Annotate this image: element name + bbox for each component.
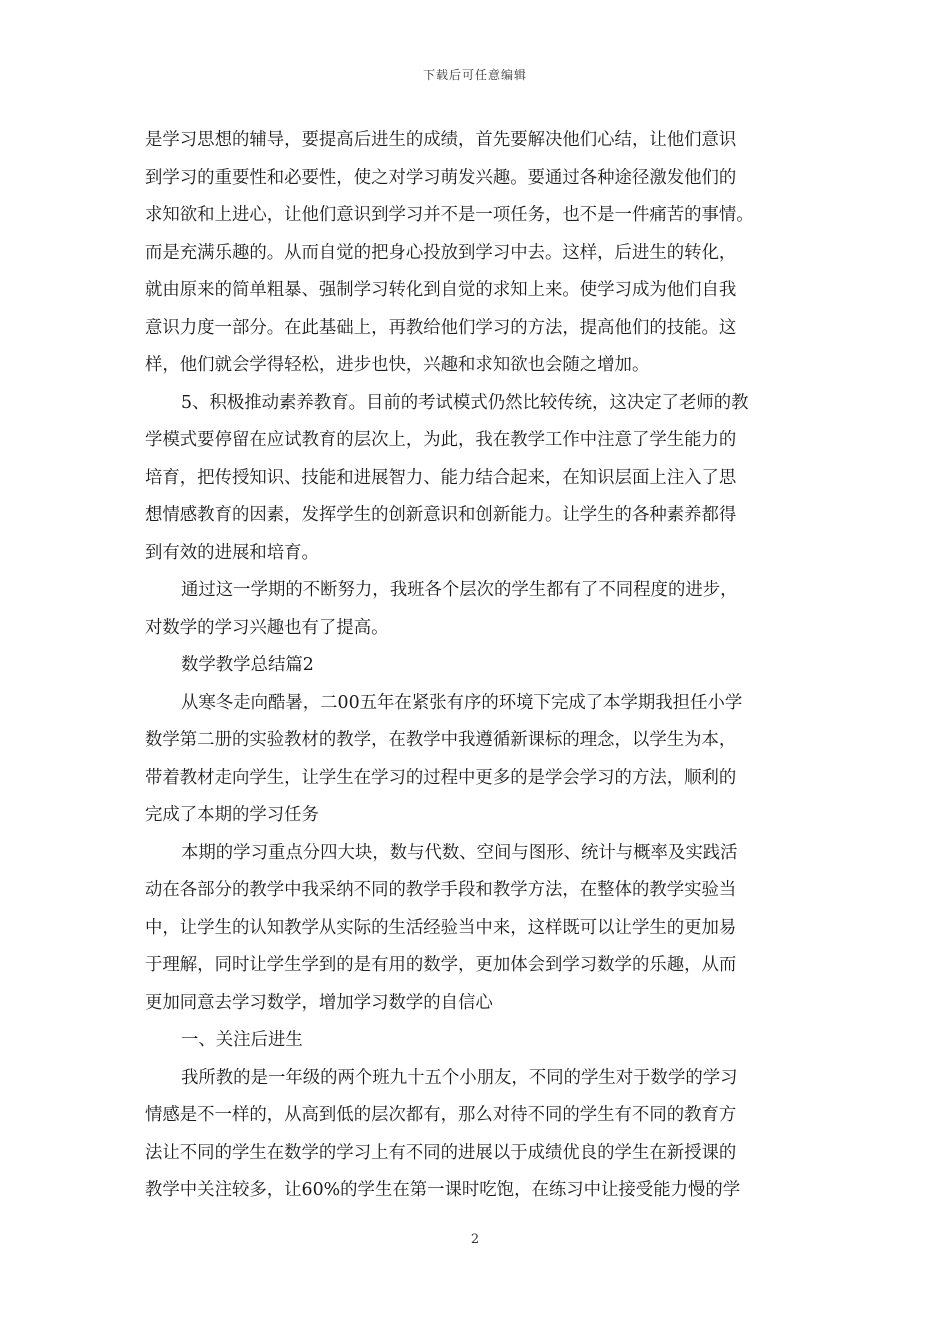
- text-line: 就由原来的简单粗暴、强制学习转化到自觉的求知上来。使学习成为他们自我: [145, 280, 737, 300]
- text-line: 带着教材走向学生，让学生在学习的过程中更多的是学会学习的方法，顺利的: [145, 767, 737, 788]
- text-line: 更加同意去学习数学，增加学习数学的自信心: [145, 992, 493, 1013]
- text-line: 教学中关注较多，让60%的学生在第一课时吃饱，在练习中让接受能力慢的学: [145, 1180, 741, 1200]
- page-number: 2: [470, 1232, 480, 1247]
- text-line: 于理解，同时让学生学到的是有用的数学，更加体会到学习数学的乐趣，从而: [145, 955, 737, 975]
- text-line: 从寒冬走向酷暑，二00五年在紧张有序的环境下完成了本学期我担任小学: [181, 692, 743, 713]
- document-body: [145, 122, 813, 1210]
- text-line: 我所教的是一年级的两个班九十五个小朋友，不同的学生对于数学的学习: [181, 1067, 738, 1088]
- text-line: 5、积极推动素养教育。目前的考试模式仍然比较传统，这决定了老师的教: [181, 392, 749, 413]
- text-line: 意识力度一部分。在此基础上，再教给他们学习的方法，提高他们的技能。这: [145, 317, 737, 338]
- text-line: 对数学的学习兴趣也有了提高。: [145, 617, 389, 638]
- text-line: 中，让学生的认知教学从实际的生活经验当中来，这样既可以让学生的更加易: [145, 917, 737, 938]
- text-line: 动在各部分的教学中我采纳不同的教学手段和教学方法，在整体的教学实验当: [145, 880, 737, 900]
- text-line: 情感是不一样的，从高到低的层次都有，那么对待不同的学生有不同的教育方: [145, 1105, 737, 1125]
- text-line: 是学习思想的辅导，要提高后进生的成绩，首先要解决他们心结，让他们意识: [145, 130, 737, 150]
- text-line: 到学习的重要性和必要性，使之对学习萌发兴趣。要通过各种途径激发他们的: [145, 167, 737, 188]
- text-line: 法让不同的学生在数学的学习上有不同的进展以于成绩优良的学生在新授课的: [145, 1142, 737, 1163]
- text-line: 到有效的进展和培育。: [145, 542, 319, 563]
- section-title: 数学教学总结篇2: [181, 655, 314, 675]
- text-line: 学模式要停留在应试教育的层次上，为此，我在教学工作中注意了学生能力的: [145, 430, 737, 450]
- text-line: 而是充满乐趣的。从而自觉的把身心投放到学习中去。这样，后进生的转化，: [145, 242, 737, 263]
- text-line: 想情感教育的因素，发挥学生的创新意识和创新能力。让学生的各种素养都得: [145, 505, 737, 525]
- text-line: 样，他们就会学得轻松，进步也快，兴趣和求知欲也会随之增加。: [145, 355, 650, 375]
- text-line: 本期的学习重点分四大块，数与代数、空间与图形、统计与概率及实践活: [181, 842, 738, 863]
- page-header: 下载后可任意编辑: [422, 68, 527, 82]
- text-line: 求知欲和上进心，让他们意识到学习并不是一项任务，也不是一件痛苦的事情。: [145, 205, 754, 225]
- text-line: 通过这一学期的不断努力，我班各个层次的学生都有了不同程度的进步，: [181, 580, 738, 600]
- text-line: 数学第二册的实验教材的教学，在教学中我遵循新课标的理念，以学生为本，: [145, 730, 737, 750]
- section-heading: 一、关注后进生: [181, 1030, 303, 1050]
- text-line: 培育，把传授知识、技能和进展智力、能力结合起来，在知识层面上注入了思: [145, 467, 737, 488]
- text-line: 完成了本期的学习任务: [145, 805, 319, 825]
